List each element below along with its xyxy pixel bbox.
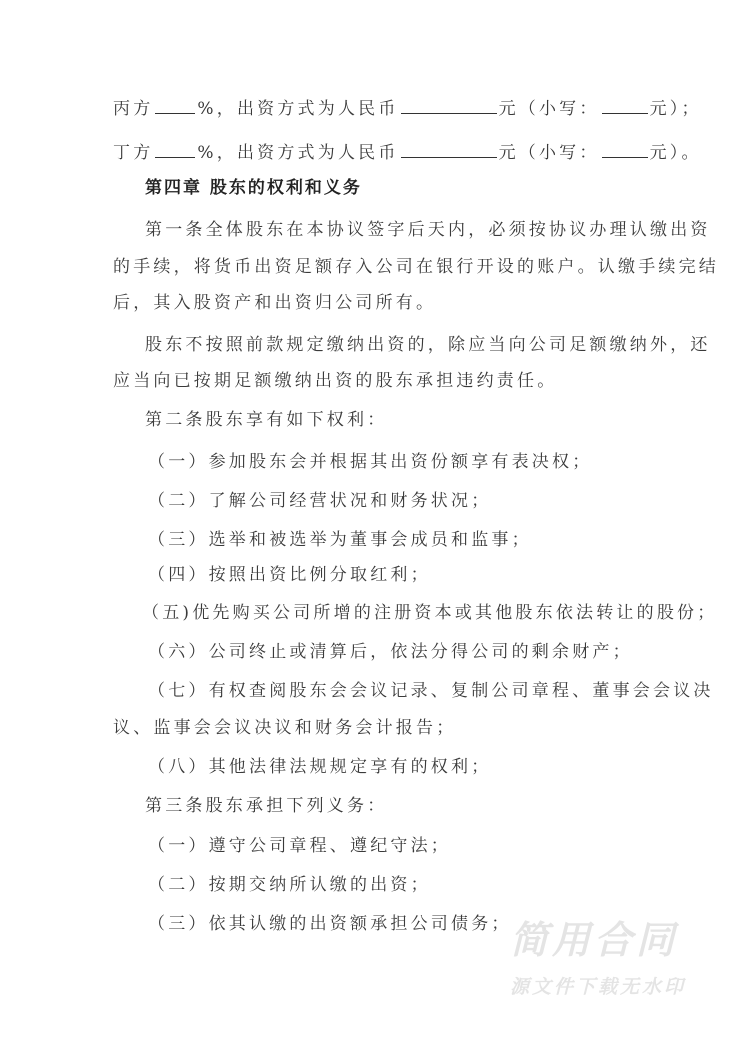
article1-line: 的手续，将货币出资足额存入公司在银行开设的账户。认缴手续完结: [113, 257, 719, 277]
percentage-blank: [155, 141, 195, 158]
obligations-item: （一）遵守公司章程、遵纪守法；: [148, 836, 451, 856]
penalty-line: 应当向已按期足额缴纳出资的股东承担违约责任。: [113, 371, 558, 391]
contribution-text: 元（小写：: [498, 143, 600, 163]
rights-item: （八）其他法律法规规定享有的权利；: [148, 757, 492, 777]
party-label: 丁方: [113, 143, 154, 163]
contribution-text: 元（小写：: [498, 99, 600, 119]
lowercase-amount-blank: [602, 97, 648, 114]
watermark-subtitle: 源文件下载无水印: [510, 976, 687, 998]
rights-item: （一）参加股东会并根据其出资份额享有表决权；: [148, 452, 593, 472]
contribution-text: %，出资方式为人民币: [197, 99, 399, 119]
article2-title: 第二条股东享有如下权利：: [145, 410, 388, 430]
obligations-item: （三）依其认缴的出资额承担公司债务；: [148, 914, 512, 934]
rights-item: （二）了解公司经营状况和财务状况；: [148, 491, 492, 511]
chapter-title: 第四章 股东的权利和义务: [145, 178, 362, 198]
article1-line: 第一条全体股东在本协议签字后天内，必须按协议办理认缴出资: [145, 220, 711, 240]
contribution-text: 元）。: [649, 143, 702, 163]
rights-item-continued: 议、监事会会议决议和财务会计报告；: [113, 718, 457, 738]
lowercase-amount-blank: [602, 141, 648, 158]
rights-item: （六）公司终止或清算后，依法分得公司的剩余财产；: [148, 642, 633, 662]
percentage-blank: [155, 97, 195, 114]
contribution-text: %，出资方式为人民币: [197, 143, 399, 163]
watermark-title: 简用合同: [510, 918, 679, 962]
rights-item: （三）选举和被选举为董事会成员和监事；: [148, 530, 532, 550]
rights-item: （七）有权查阅股东会会议记录、复制公司章程、董事会会议决: [148, 681, 714, 701]
contribution-line-ding: [113, 141, 702, 164]
party-label: 丙方: [113, 99, 154, 119]
contribution-text: 元）；: [649, 99, 702, 119]
rights-item: （四）按照出资比例分取红利；: [148, 565, 431, 585]
amount-blank: [401, 97, 497, 114]
rights-item: （五)优先购买公司所增的注册资本或其他股东依法转让的股份；: [142, 603, 718, 623]
penalty-line: 股东不按照前款规定缴纳出资的，除应当向公司足额缴纳外，还: [145, 335, 711, 355]
obligations-item: （二）按期交纳所认缴的出资；: [148, 875, 431, 895]
watermark: [510, 918, 710, 999]
article1-line: 后，其入股资产和出资归公司所有。: [113, 293, 437, 313]
article3-title: 第三条股东承担下列义务：: [145, 796, 388, 816]
amount-blank: [401, 141, 497, 158]
contribution-line-bing: [113, 97, 702, 120]
